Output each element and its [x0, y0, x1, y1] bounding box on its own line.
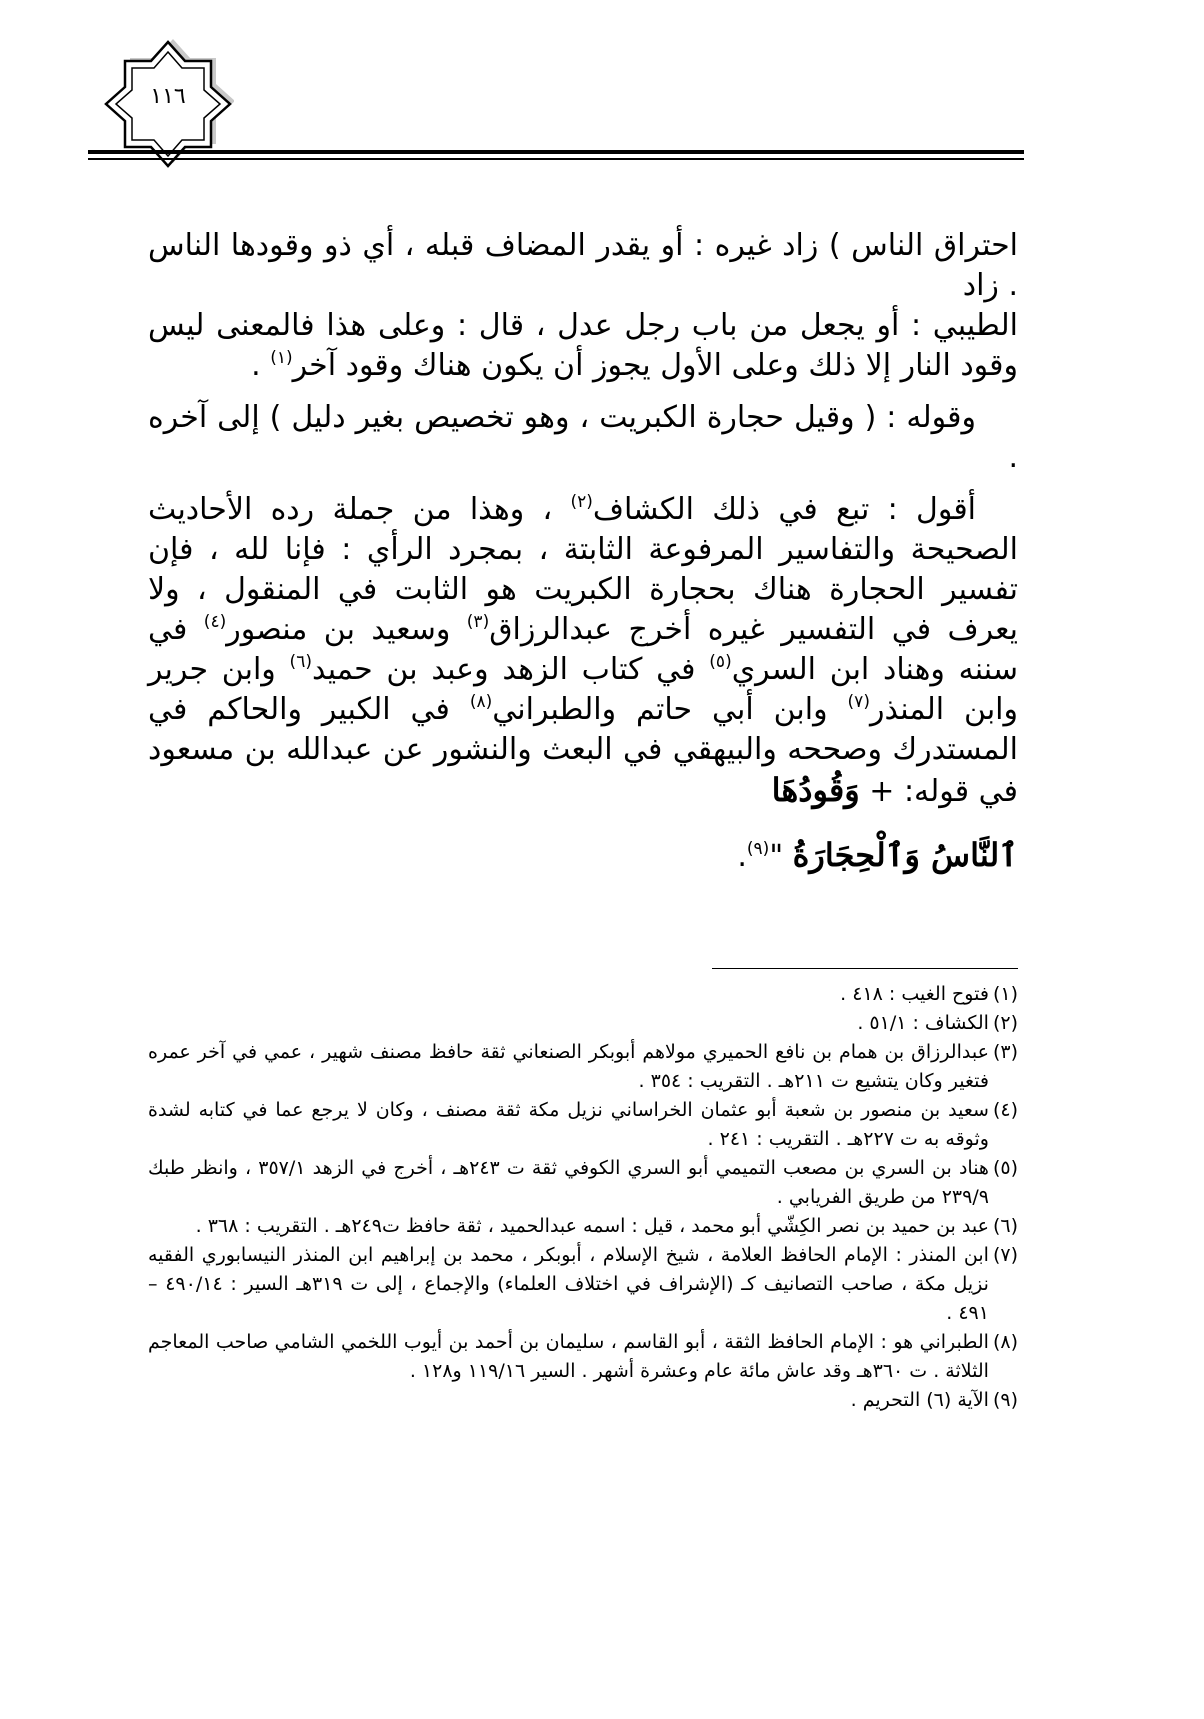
footnote-ref-3: (٣) — [466, 612, 490, 632]
footnote-ref-4: (٤) — [203, 612, 227, 632]
footnotes — [148, 980, 1018, 1415]
paragraph-4: أقول : تبع في ذلك الكشاف$^{(٢)}$ ، وهذا من جملة رده الأحاديث الصحيحة والتفاسير المرفوعة الثابتة ، بمجرد الرأي : فإنا لله ، فإن تفسير الحجارة هناك بحجارة الكبريت هو الثابت في المنقول ، ولا يعرف في التفسير غيره أخرج عبدالرزاق$^{(٣)}$ وسعيد بن منصور$^{(٤)}$ في سننه وهناد ابن السري$^{(٥)}$ في كتاب الزهد وعبد بن حميد$^{(٦)}$ وابن جرير وابن المنذر$^{(٧)}$ وابن أبي حاتم والطبراني$^{(٨)}$ في الكبير والحاكم في المستدرك وصححه والبيهقي في البعث والنشور عن عبدالله بن مسعود في قوله: + وَقُودُهَا — [148, 492, 1018, 809]
footnote-6: (٦) عبد بن حميد بن نصر الكِشّي أبو محمد ، قيل : اسمه عبدالحميد ، ثقة حافظ ت٢٤٩هـ . التقريب : ٣٦٨ . — [195, 1215, 1018, 1237]
footnote-ref-2: (٢) — [570, 492, 593, 512]
quran-verse-end: ٱلنَّاسُ وَٱلْحِجَارَةُ — [792, 836, 1018, 874]
quran-verse-line: ٱلنَّاسُ وَٱلْحِجَارَةُ "$^{(٩)}$. — [737, 836, 1018, 874]
footnote-ref-7: (٧) — [847, 692, 870, 712]
footnote-9: (٩) الآية (٦) التحريم . — [850, 1389, 1018, 1411]
footnote-separator — [712, 968, 1018, 969]
footnote-4: (٤) سعيد بن منصور بن شعبة أبو عثمان الخراساني نزيل مكة ثقة مصنف ، وكان لا يرجع عما في كتابه لشدة وثوقه به ت ٢٢٧هـ . التقريب : ٢٤١ . — [148, 1099, 1018, 1150]
footnote-2: (٢) الكشاف : ٥١/١ . — [857, 1012, 1018, 1034]
footnote-7: (٧) ابن المنذر : الإمام الحافظ العلامة ، شيخ الإسلام ، أبوبكر ، محمد بن إبراهيم ابن المنذر النيسابوري الفقيه نزيل مكة ، صاحب التصانيف كـ (الإشراف في اختلاف العلماء) والإجماع ، إلى ت ٣١٩هـ السير : ٤٩٠/١٤ – ٤٩١ . — [148, 1244, 1018, 1324]
footnote-8: (٨) الطبراني هو : الإمام الحافظ الثقة ، أبو القاسم ، سليمان بن أحمد بن أيوب اللخمي الشامي صاحب المعاجم الثلاثة . ت ٣٦٠هـ وقد عاش مائة عام وعشرة أشهر . السير ١١٩/١٦ و١٢٨ . — [148, 1331, 1018, 1382]
header-rule-thin — [88, 158, 1024, 160]
footnote-3: (٣) عبدالرزاق بن همام بن نافع الحميري مولاهم أبوبكر الصنعاني ثقة حافظ مصنف شهير ، عمي في آخر عمره فتغير وكان يتشيع ت ٢١١هـ . التقريب : ٣٥٤ . — [148, 1041, 1018, 1092]
main-text — [148, 226, 1018, 882]
paragraph-1: احتراق الناس ) زاد غيره : أو يقدر المضاف قبله ، أي ذو وقودها الناس . زاد — [148, 228, 1018, 303]
quran-verse-start: وَقُودُهَا — [771, 771, 860, 809]
footnote-5: (٥) هناد بن السري بن مصعب التميمي أبو السري الكوفي ثقة ت ٢٤٣هـ ، أخرج في الزهد ٣٥٧/١ ، وانظر طبك ٢٣٩/٩ من طريق الفريابي . — [148, 1157, 1018, 1208]
footnote-1: (١) فتوح الغيب : ٤١٨ . — [840, 983, 1018, 1005]
footnote-ref-5: (٥) — [709, 652, 732, 672]
footnote-ref-9: (٩) — [746, 839, 770, 859]
paragraph-3: وقوله : ( وقيل حجارة الكبريت ، وهو تخصيص بغير دليل ) إلى آخره . — [148, 400, 1018, 475]
page-number: ١١٦ — [150, 84, 186, 109]
footnote-ref-8: (٨) — [469, 692, 493, 712]
paragraph-2: الطيبي : أو يجعل من باب رجل عدل ، قال : وعلى هذا فالمعنى ليس وقود النار إلا ذلك وعلى الأول يجوز أن يكون هناك وقود آخر$^{(١)}$ . — [148, 308, 1018, 383]
footnote-ref-6: (٦) — [289, 652, 312, 672]
footnote-ref-1: (١) — [270, 348, 293, 368]
header-rule-thick — [88, 150, 1024, 154]
